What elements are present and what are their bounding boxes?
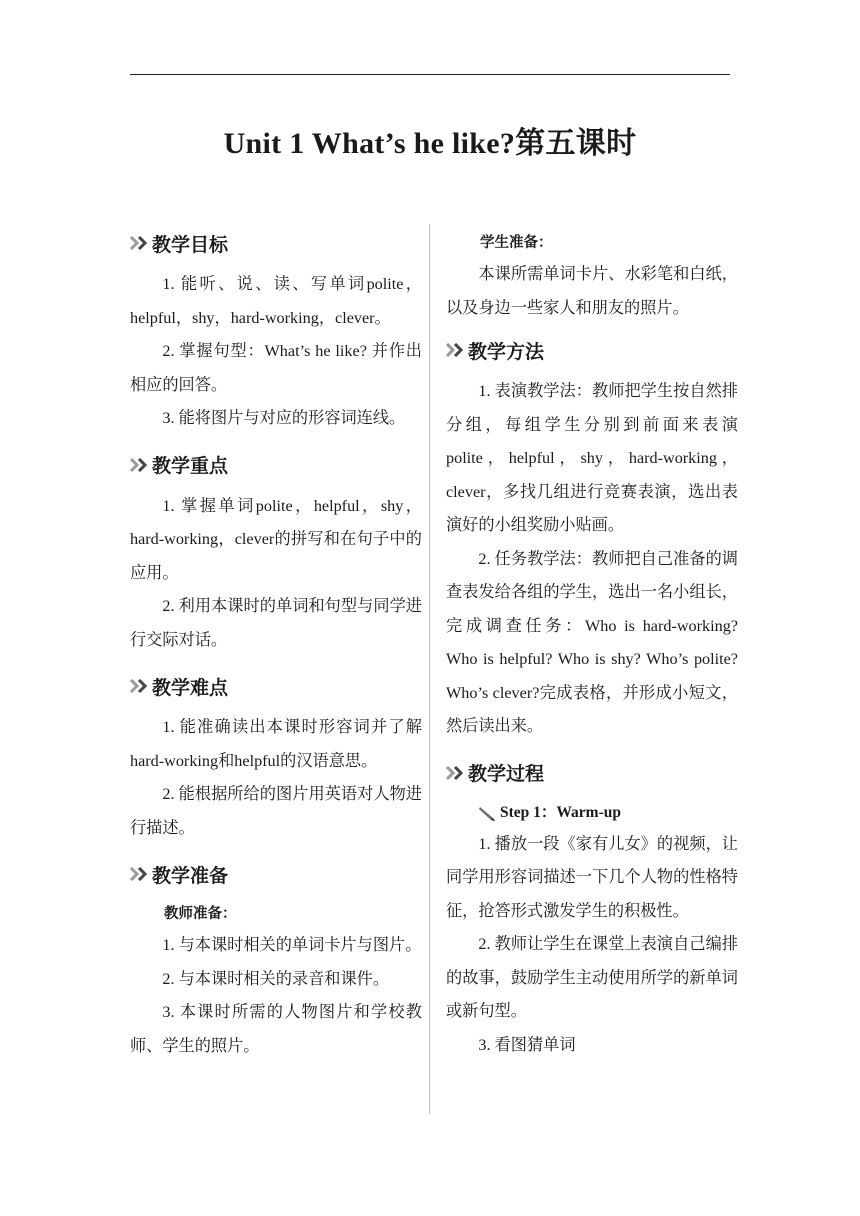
double-chevron-icon [130, 458, 150, 472]
teacher-prep-label: 教师准备： [164, 906, 237, 922]
section-heading-difficulties [130, 671, 422, 701]
double-chevron-icon [130, 679, 150, 693]
list-item: 3. 本课时所需的人物图片和学校教师、学生的照片。 [130, 1003, 422, 1055]
section-heading-label: 教学重点 [152, 455, 229, 477]
page-title: Unit 1 What’s he like?第五课时 [223, 127, 637, 160]
column-divider [429, 224, 430, 1114]
section-heading-process [446, 758, 738, 788]
double-chevron-icon [130, 867, 150, 881]
section-heading-preparation [130, 859, 422, 889]
step-title: Step 1：Warm-up [500, 803, 621, 821]
section-heading-methods [446, 335, 738, 365]
list-item: 1. 能听、说、读、写单词polite，helpful，shy，hard-working，clever。 [130, 275, 422, 327]
section-heading-label: 教学方法 [468, 340, 545, 363]
list-item: 2. 掌握句型：What’s he like? 并作出相应的回答。 [130, 342, 422, 394]
top-rule [130, 74, 730, 75]
section-heading-label: 教学目标 [152, 233, 229, 256]
list-item: 2. 利用本课时的单词和句型与同学进行交际对话。 [130, 597, 422, 649]
section-heading-label: 教学过程 [468, 763, 545, 785]
list-item: 1. 表演教学法：教师把学生按自然排分组，每组学生分别到前面来表演polite，helpful，shy，hard-working，clever，多找几组进行竞赛表演，选出表演好的小组奖励小贴画。 [446, 382, 738, 534]
list-item: 1. 能准确读出本课时形容词并了解hard-working和helpful的汉语意思。 [130, 718, 422, 770]
step-heading [446, 798, 738, 828]
double-chevron-icon [130, 236, 150, 250]
student-prep-text: 本课所需单词卡片、水彩笔和白纸，以及身边一些家人和朋友的照片。 [446, 265, 738, 317]
list-item: 1. 掌握单词polite，helpful，shy，hard-working，clever的拼写和在句子中的应用。 [130, 496, 422, 582]
section-heading-label: 教学准备 [152, 864, 229, 887]
double-chevron-icon [446, 766, 466, 780]
left-column [130, 228, 422, 1063]
section-heading-label: 教学难点 [152, 676, 229, 699]
list-item: 1. 播放一段《家有儿女》的视频，让同学用形容词描述一下几个人物的性格特征，抢答形式激发学生的积极性。 [446, 834, 738, 920]
list-item: 3. 能将图片与对应的形容词连线。 [162, 409, 406, 427]
section-heading-key-points [130, 450, 422, 480]
list-item: 2. 能根据所给的图片用英语对人物进行描述。 [130, 785, 422, 837]
section-heading-goals [130, 228, 422, 258]
right-column [446, 228, 738, 1062]
list-item: 1. 与本课时相关的单词卡片与图片。 [162, 936, 422, 954]
list-item: 2. 任务教学法：教师把自己准备的调查表发给各组的学生，选出一名小组长，完成调查任务：Who is hard-working? Who is helpful? Who is shy? Who’s polite? Who’s clever?完成表格，并形成小短文，然后读出来。 [446, 549, 738, 735]
pen-icon [478, 804, 498, 822]
list-item: 2. 与本课时相关的录音和课件。 [162, 969, 390, 988]
student-prep-label: 学生准备： [480, 235, 553, 251]
double-chevron-icon [446, 343, 466, 357]
list-item: 3. 看图猜单词 [478, 1035, 576, 1054]
list-item: 2. 教师让学生在课堂上表演自己编排的故事，鼓励学生主动使用所学的新单词或新句型。 [446, 935, 738, 1020]
